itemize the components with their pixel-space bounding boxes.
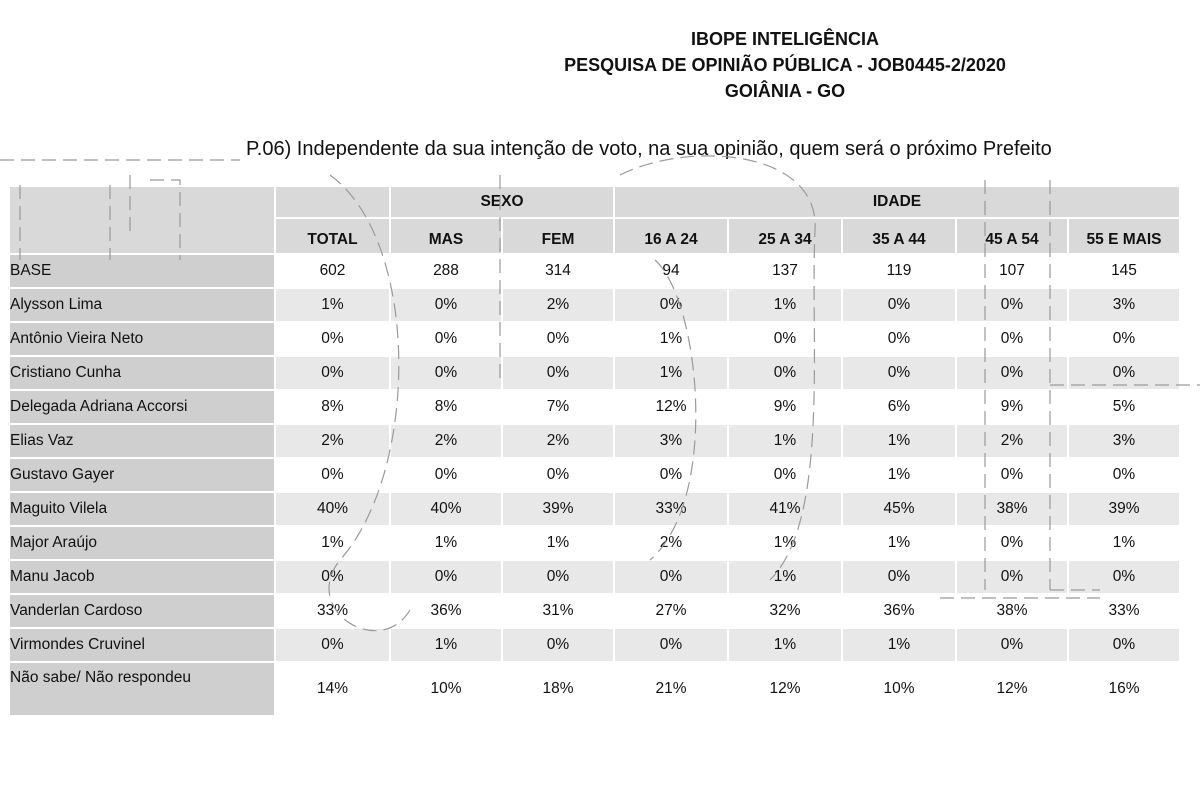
table-cell: 0% bbox=[391, 289, 501, 321]
report-header bbox=[380, 26, 1190, 104]
row-label: Não sabe/ Não respondeu bbox=[10, 663, 274, 715]
table-cell: 10% bbox=[843, 663, 955, 715]
row-label: BASE bbox=[10, 255, 274, 287]
table-cell: 0% bbox=[957, 357, 1067, 389]
table-cell: 0% bbox=[391, 459, 501, 491]
table-cell: 0% bbox=[729, 357, 841, 389]
table-row bbox=[10, 323, 1179, 355]
table-cell: 0% bbox=[503, 561, 613, 593]
column-header: FEM bbox=[503, 219, 613, 253]
column-header: 25 A 34 bbox=[729, 219, 841, 253]
table-cell: 0% bbox=[615, 289, 727, 321]
table-cell: 0% bbox=[1069, 629, 1179, 661]
table-cell: 0% bbox=[729, 323, 841, 355]
header-location: GOIÂNIA - GO bbox=[724, 81, 846, 101]
table-cell: 38% bbox=[957, 595, 1067, 627]
table-cell: 0% bbox=[957, 527, 1067, 559]
table-cell: 1% bbox=[843, 425, 955, 457]
table-row bbox=[10, 561, 1179, 593]
table-cell: 2% bbox=[957, 425, 1067, 457]
table-cell: 18% bbox=[503, 663, 613, 715]
table-cell: 0% bbox=[503, 357, 613, 389]
table-cell: 0% bbox=[843, 289, 955, 321]
table-cell: 1% bbox=[276, 289, 389, 321]
row-label: Virmondes Cruvinel bbox=[10, 629, 274, 661]
table-cell: 36% bbox=[391, 595, 501, 627]
table-cell: 6% bbox=[843, 391, 955, 423]
table-cell: 1% bbox=[729, 629, 841, 661]
table-cell: 0% bbox=[276, 629, 389, 661]
group-header-idade: IDADE bbox=[615, 187, 1179, 217]
row-label: Vanderlan Cardoso bbox=[10, 595, 274, 627]
table-row bbox=[10, 493, 1179, 525]
table-cell: 8% bbox=[391, 391, 501, 423]
table-cell: 2% bbox=[276, 425, 389, 457]
table-row bbox=[10, 663, 1179, 715]
table-cell: 119 bbox=[843, 255, 955, 287]
table-cell: 27% bbox=[615, 595, 727, 627]
table-cell: 0% bbox=[276, 561, 389, 593]
table-cell: 33% bbox=[276, 595, 389, 627]
table-cell: 94 bbox=[615, 255, 727, 287]
table-cell: 1% bbox=[729, 425, 841, 457]
table-cell: 1% bbox=[1069, 527, 1179, 559]
table-cell: 12% bbox=[729, 663, 841, 715]
group-header-row bbox=[10, 187, 1179, 217]
table-row bbox=[10, 255, 1179, 287]
table-cell: 0% bbox=[843, 561, 955, 593]
table-cell: 1% bbox=[391, 527, 501, 559]
row-label: Major Araújo bbox=[10, 527, 274, 559]
table-cell: 0% bbox=[1069, 357, 1179, 389]
table-cell: 2% bbox=[615, 527, 727, 559]
table-cell: 0% bbox=[276, 323, 389, 355]
table-row bbox=[10, 459, 1179, 491]
table-cell: 0% bbox=[843, 357, 955, 389]
header-subtitle: PESQUISA DE OPINIÃO PÚBLICA - JOB0445-2/2020 bbox=[564, 55, 1006, 75]
row-label: Alysson Lima bbox=[10, 289, 274, 321]
table-cell: 0% bbox=[391, 323, 501, 355]
table-cell: 40% bbox=[391, 493, 501, 525]
table-row bbox=[10, 425, 1179, 457]
table-cell: 36% bbox=[843, 595, 955, 627]
column-header: 16 A 24 bbox=[615, 219, 727, 253]
table-cell: 12% bbox=[957, 663, 1067, 715]
table-cell: 38% bbox=[957, 493, 1067, 525]
table-cell: 9% bbox=[957, 391, 1067, 423]
table-cell: 5% bbox=[1069, 391, 1179, 423]
table-cell: 107 bbox=[957, 255, 1067, 287]
table-cell: 0% bbox=[615, 629, 727, 661]
table-cell: 0% bbox=[957, 629, 1067, 661]
table-row bbox=[10, 289, 1179, 321]
table-cell: 0% bbox=[503, 323, 613, 355]
table-row bbox=[10, 391, 1179, 423]
table-cell: 9% bbox=[729, 391, 841, 423]
table-cell: 0% bbox=[503, 459, 613, 491]
table-cell: 314 bbox=[503, 255, 613, 287]
table-cell: 0% bbox=[1069, 459, 1179, 491]
row-label: Elias Vaz bbox=[10, 425, 274, 457]
table-cell: 0% bbox=[1069, 561, 1179, 593]
results-table bbox=[8, 185, 1181, 717]
column-header: 45 A 54 bbox=[957, 219, 1067, 253]
table-cell: 0% bbox=[729, 459, 841, 491]
table-cell: 0% bbox=[276, 357, 389, 389]
table-cell: 7% bbox=[503, 391, 613, 423]
column-header: MAS bbox=[391, 219, 501, 253]
table-cell: 33% bbox=[1069, 595, 1179, 627]
table-cell: 1% bbox=[843, 459, 955, 491]
table-cell: 0% bbox=[503, 629, 613, 661]
table-cell: 1% bbox=[729, 527, 841, 559]
column-header: TOTAL bbox=[276, 219, 389, 253]
table-cell: 10% bbox=[391, 663, 501, 715]
table-cell: 1% bbox=[843, 527, 955, 559]
table-row bbox=[10, 527, 1179, 559]
group-header-sexo: SEXO bbox=[391, 187, 613, 217]
table-cell: 3% bbox=[1069, 425, 1179, 457]
table-cell: 0% bbox=[957, 289, 1067, 321]
table-cell: 1% bbox=[729, 561, 841, 593]
table-cell: 31% bbox=[503, 595, 613, 627]
table-cell: 2% bbox=[503, 289, 613, 321]
table-cell: 21% bbox=[615, 663, 727, 715]
table-body bbox=[10, 255, 1179, 715]
table-cell: 2% bbox=[503, 425, 613, 457]
table-cell: 33% bbox=[615, 493, 727, 525]
table-corner bbox=[10, 187, 274, 253]
table-row bbox=[10, 357, 1179, 389]
table-cell: 1% bbox=[729, 289, 841, 321]
table-cell: 0% bbox=[957, 323, 1067, 355]
column-header: 55 E MAIS bbox=[1069, 219, 1179, 253]
table-cell: 0% bbox=[1069, 323, 1179, 355]
table-cell: 1% bbox=[276, 527, 389, 559]
row-label: Delegada Adriana Accorsi bbox=[10, 391, 274, 423]
table-cell: 40% bbox=[276, 493, 389, 525]
column-header: 35 A 44 bbox=[843, 219, 955, 253]
table-cell: 0% bbox=[391, 357, 501, 389]
total-group-spacer bbox=[276, 187, 389, 217]
table-cell: 0% bbox=[957, 561, 1067, 593]
table-cell: 39% bbox=[503, 493, 613, 525]
table-cell: 1% bbox=[615, 323, 727, 355]
row-label: Cristiano Cunha bbox=[10, 357, 274, 389]
row-label: Manu Jacob bbox=[10, 561, 274, 593]
table-cell: 0% bbox=[615, 561, 727, 593]
table-cell: 12% bbox=[615, 391, 727, 423]
table-cell: 14% bbox=[276, 663, 389, 715]
table-row bbox=[10, 595, 1179, 627]
table-cell: 16% bbox=[1069, 663, 1179, 715]
table-cell: 8% bbox=[276, 391, 389, 423]
row-label: Gustavo Gayer bbox=[10, 459, 274, 491]
question-text: P.06) Independente da sua intenção de voto, na sua opinião, quem será o próximo Prefeito bbox=[246, 138, 1052, 160]
table-cell: 0% bbox=[391, 561, 501, 593]
table-cell: 145 bbox=[1069, 255, 1179, 287]
table-cell: 3% bbox=[615, 425, 727, 457]
table-cell: 0% bbox=[957, 459, 1067, 491]
table-cell: 1% bbox=[615, 357, 727, 389]
table-cell: 39% bbox=[1069, 493, 1179, 525]
table-cell: 1% bbox=[843, 629, 955, 661]
table-cell: 0% bbox=[843, 323, 955, 355]
row-label: Antônio Vieira Neto bbox=[10, 323, 274, 355]
table-cell: 1% bbox=[391, 629, 501, 661]
table-cell: 41% bbox=[729, 493, 841, 525]
table-cell: 1% bbox=[503, 527, 613, 559]
table-cell: 2% bbox=[391, 425, 501, 457]
row-label: Maguito Vilela bbox=[10, 493, 274, 525]
table-cell: 288 bbox=[391, 255, 501, 287]
table-cell: 45% bbox=[843, 493, 955, 525]
table-cell: 32% bbox=[729, 595, 841, 627]
header-title: IBOPE INTELIGÊNCIA bbox=[690, 29, 879, 49]
table-cell: 0% bbox=[276, 459, 389, 491]
table-cell: 137 bbox=[729, 255, 841, 287]
table-cell: 3% bbox=[1069, 289, 1179, 321]
table-cell: 602 bbox=[276, 255, 389, 287]
table-row bbox=[10, 629, 1179, 661]
table-cell: 0% bbox=[615, 459, 727, 491]
